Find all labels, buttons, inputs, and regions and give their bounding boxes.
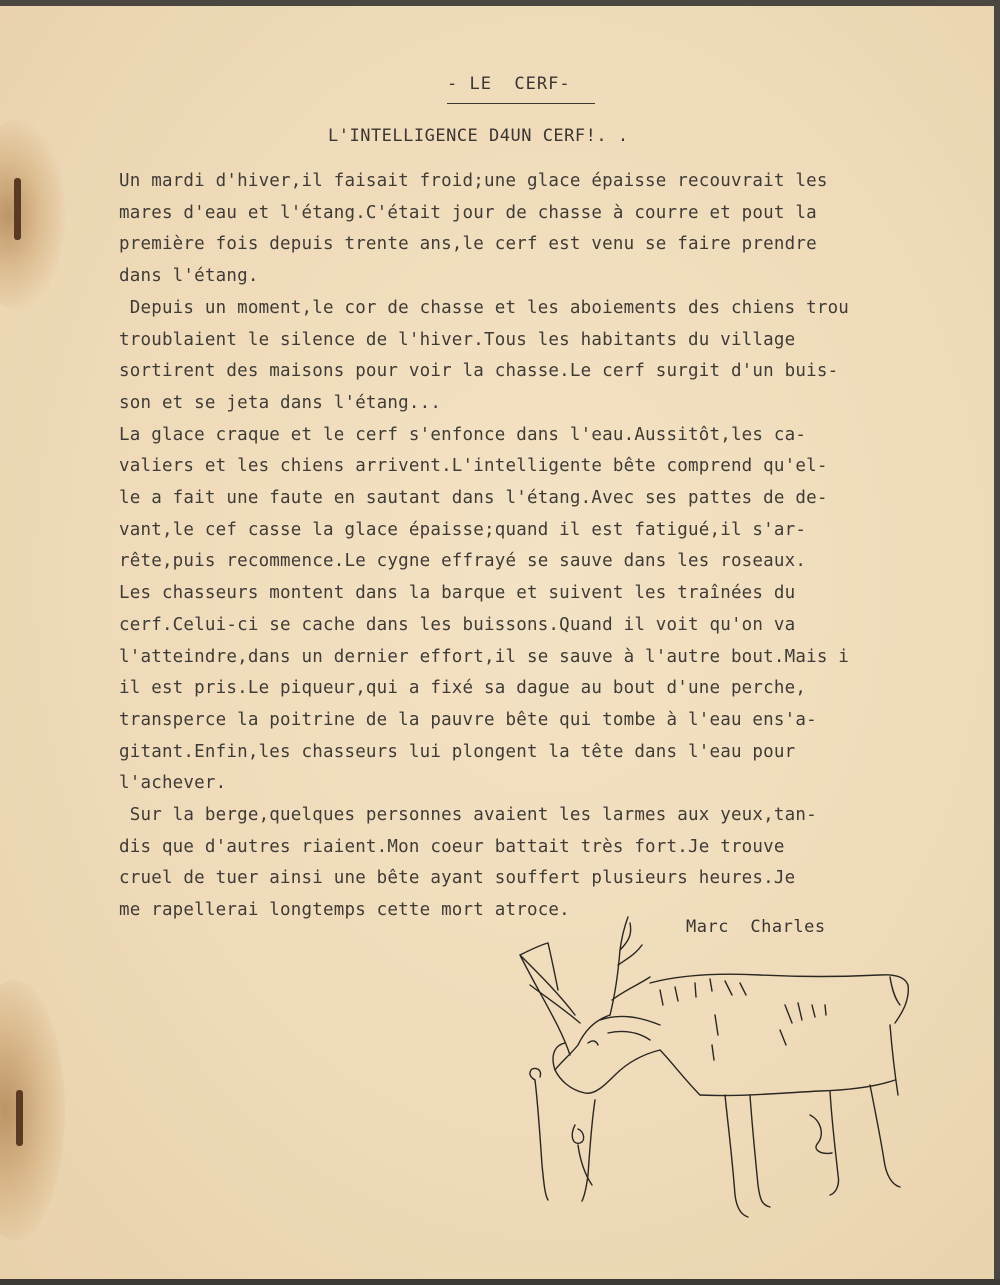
text-line: vant,le cef casse la glace épaisse;quand il est fatigué,il s'ar- xyxy=(119,519,807,540)
text-line: son et se jeta dans l'étang... xyxy=(119,392,442,413)
page-title: - LE CERF- xyxy=(447,74,571,94)
text-line: l'atteindre,dans un dernier effort,il se sauve à l'autre bout.Mais i xyxy=(119,646,850,667)
text-line: La glace craque et le cerf s'enfonce dans l'eau.Aussitôt,les ca- xyxy=(119,424,807,445)
text-line: cruel de tuer ainsi une bête ayant souffert plusieurs heures.Je xyxy=(119,868,796,889)
text-line: dis que d'autres riaient.Mon coeur battait très fort.Je trouve xyxy=(119,836,785,857)
text-line: sortirent des maisons pour voir la chasse.Le cerf surgit d'un buis- xyxy=(119,361,839,382)
text-line: valiers et les chiens arrivent.L'intelligente bête comprend qu'el- xyxy=(119,456,828,477)
text-line: transperce la poitrine de la pauvre bête qui tombe à l'eau ens'a- xyxy=(119,709,817,730)
staple-bottom-icon xyxy=(16,1090,23,1146)
text-line: troublaient le silence de l'hiver.Tous les habitants du village xyxy=(119,329,796,350)
rust-stain-bottom xyxy=(0,980,65,1240)
text-line: Depuis un moment,le cor de chasse et les aboiements des chiens trou xyxy=(119,297,850,318)
staple-top-icon xyxy=(14,178,21,240)
rust-stain-top xyxy=(0,120,65,310)
text-line: il est pris.Le piqueur,qui a fixé sa dague au bout d'une perche, xyxy=(119,678,807,699)
text-line: Sur la berge,quelques personnes avaient les larmes aux yeux,tan- xyxy=(119,805,817,826)
text-line: gitant.Enfin,les chasseurs lui plongent la tête dans l'eau pour xyxy=(119,741,796,762)
title-underline xyxy=(447,103,595,104)
scan-edge-top xyxy=(0,0,1000,6)
text-line: le a fait une faute en sautant dans l'étang.Avec ses pattes de de- xyxy=(119,488,828,509)
text-line: Un mardi d'hiver,il faisait froid;une glace épaisse recouvrait les xyxy=(119,171,828,191)
text-line: dans l'étang. xyxy=(119,266,259,287)
text-line: Les chasseurs montent dans la barque et suivent les traînées du xyxy=(119,583,796,604)
scan-edge-right xyxy=(994,0,1000,1285)
author-signature: Marc Charles xyxy=(686,917,826,937)
text-line: cerf.Celui-ci se cache dans les buissons.Quand il voit qu'on va xyxy=(119,614,796,635)
text-line: mares d'eau et l'étang.C'était jour de chasse à courre et pout la xyxy=(119,202,817,223)
text-line: l'achever. xyxy=(119,773,227,794)
text-line: rête,puis recommence.Le cygne effrayé se sauve dans les roseaux. xyxy=(119,551,807,572)
text-line: me rapellerai longtemps cette mort atroce. xyxy=(119,900,570,921)
story-body xyxy=(119,166,849,927)
scan-edge-bottom xyxy=(0,1279,1000,1285)
text-line: première fois depuis trente ans,le cerf est venu se faire prendre xyxy=(119,234,817,255)
page-subtitle: L'INTELLIGENCE D4UN CERF!. . xyxy=(328,126,629,146)
deer-drawing-icon xyxy=(500,905,930,1235)
